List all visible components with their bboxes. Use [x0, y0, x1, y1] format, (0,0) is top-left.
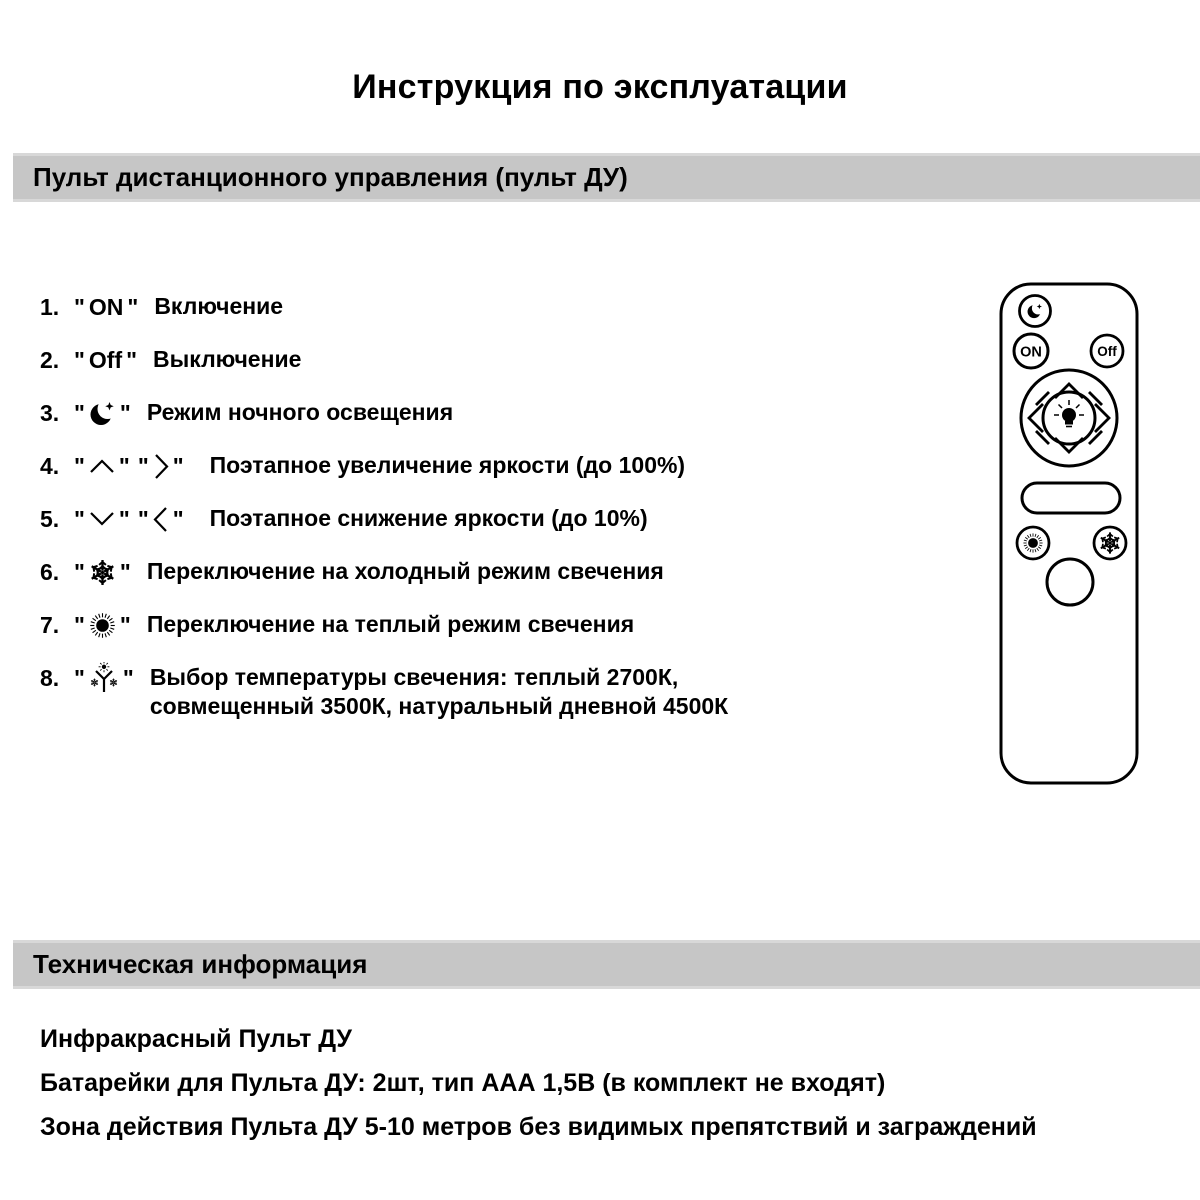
instruction-item [40, 663, 960, 721]
chevron-right-icon [153, 451, 169, 481]
remote-scene-button [1022, 483, 1120, 513]
remote-off-button [1091, 335, 1123, 367]
button-name-text: Off [88, 347, 123, 373]
remote-brightness-dpad [1021, 370, 1117, 466]
item-number: 3. [40, 400, 60, 426]
chevron-down-icon [89, 504, 115, 534]
quote-mark: " [119, 559, 131, 585]
quote-mark: " [172, 506, 184, 532]
chevron-left-icon [153, 504, 169, 534]
quote-mark: " [74, 612, 85, 638]
tech-info-line: Зона действия Пульта ДУ 5-10 метров без видимых препятствий и заграждений [40, 1113, 1037, 1141]
sun-icon [89, 610, 116, 640]
instructions-list [40, 292, 960, 744]
quote-mark: " [137, 506, 149, 532]
instruction-item [40, 451, 960, 481]
item-label-line2: совмещенный 3500К, натуральный дневной 4500К [149, 693, 729, 719]
tech-info-line: Батарейки для Пульта ДУ: 2шт, тип ААА 1,5В (в комплект не входят) [40, 1069, 886, 1097]
item-label-line1: Выключение [153, 346, 302, 372]
page-title: Инструкция по эксплуатации [352, 68, 848, 106]
cct-select-icon [89, 663, 119, 693]
item-label [210, 451, 685, 480]
quote-mark: " [122, 665, 134, 691]
section-header-tech [13, 940, 1200, 989]
item-label-line1: Переключение на теплый режим свечения [146, 611, 635, 637]
quote-mark: " [127, 294, 139, 320]
quote-mark: " [74, 559, 85, 585]
item-number: 1. [40, 294, 60, 320]
item-label-line1: Переключение на холодный режим свечения [146, 558, 664, 584]
item-number: 8. [40, 665, 60, 691]
remote-on-button-label: ON [1020, 344, 1042, 361]
item-label [147, 557, 664, 586]
section-header-tech-label: Техническая информация [33, 949, 368, 979]
item-label [210, 504, 648, 533]
item-number: 6. [40, 559, 60, 585]
quote-mark: " [119, 400, 131, 426]
quote-mark: " [74, 400, 85, 426]
instruction-item [40, 610, 960, 640]
remote-off-button-label: Off [1097, 344, 1117, 359]
remote-on-button [1014, 334, 1048, 368]
item-label-line1: Включение [154, 293, 284, 319]
quote-mark: " [74, 506, 85, 532]
quote-mark: " [74, 453, 85, 479]
button-name-text: ON [88, 294, 124, 320]
snowflake-icon [89, 557, 116, 587]
item-label [150, 663, 728, 721]
item-label [147, 398, 453, 427]
instruction-item [40, 504, 960, 534]
quote-mark: " [119, 612, 131, 638]
instruction-item [40, 398, 960, 428]
remote-round-button [1047, 559, 1093, 605]
quote-mark: " [126, 347, 138, 373]
item-label [153, 345, 301, 374]
instruction-item [40, 292, 960, 322]
tech-info [40, 1026, 1037, 1158]
remote-control-illustration [999, 282, 1139, 785]
item-label [147, 610, 634, 639]
quote-mark: " [137, 453, 149, 479]
tech-info-line: Инфракрасный Пульт ДУ [40, 1025, 352, 1053]
item-number: 4. [40, 453, 60, 479]
quote-mark: " [74, 294, 85, 320]
instruction-item [40, 345, 960, 375]
section-header-remote-label: Пульт дистанционного управления (пульт ДУ) [33, 162, 628, 192]
section-header-remote [13, 153, 1200, 202]
quote-mark: " [172, 453, 184, 479]
item-label [154, 292, 283, 321]
quote-mark: " [74, 665, 85, 691]
item-label-line1: Режим ночного освещения [146, 399, 454, 425]
item-label-line1: Поэтапное увеличение яркости (до 100%) [209, 452, 686, 478]
item-number: 2. [40, 347, 60, 373]
item-label-line1: Выбор температуры свечения: теплый 2700К, [149, 664, 679, 690]
chevron-up-icon [89, 451, 115, 481]
remote-cold-mode-button [1094, 527, 1126, 559]
item-label-line1: Поэтапное снижение яркости (до 10%) [209, 505, 648, 531]
quote-mark: " [118, 506, 130, 532]
instruction-item [40, 557, 960, 587]
moon-icon [89, 398, 116, 428]
item-number: 7. [40, 612, 60, 638]
remote-warm-mode-button [1017, 527, 1049, 559]
item-number: 5. [40, 506, 60, 532]
quote-mark: " [118, 453, 130, 479]
quote-mark: " [74, 347, 85, 373]
remote-night-mode-button [1020, 296, 1051, 327]
